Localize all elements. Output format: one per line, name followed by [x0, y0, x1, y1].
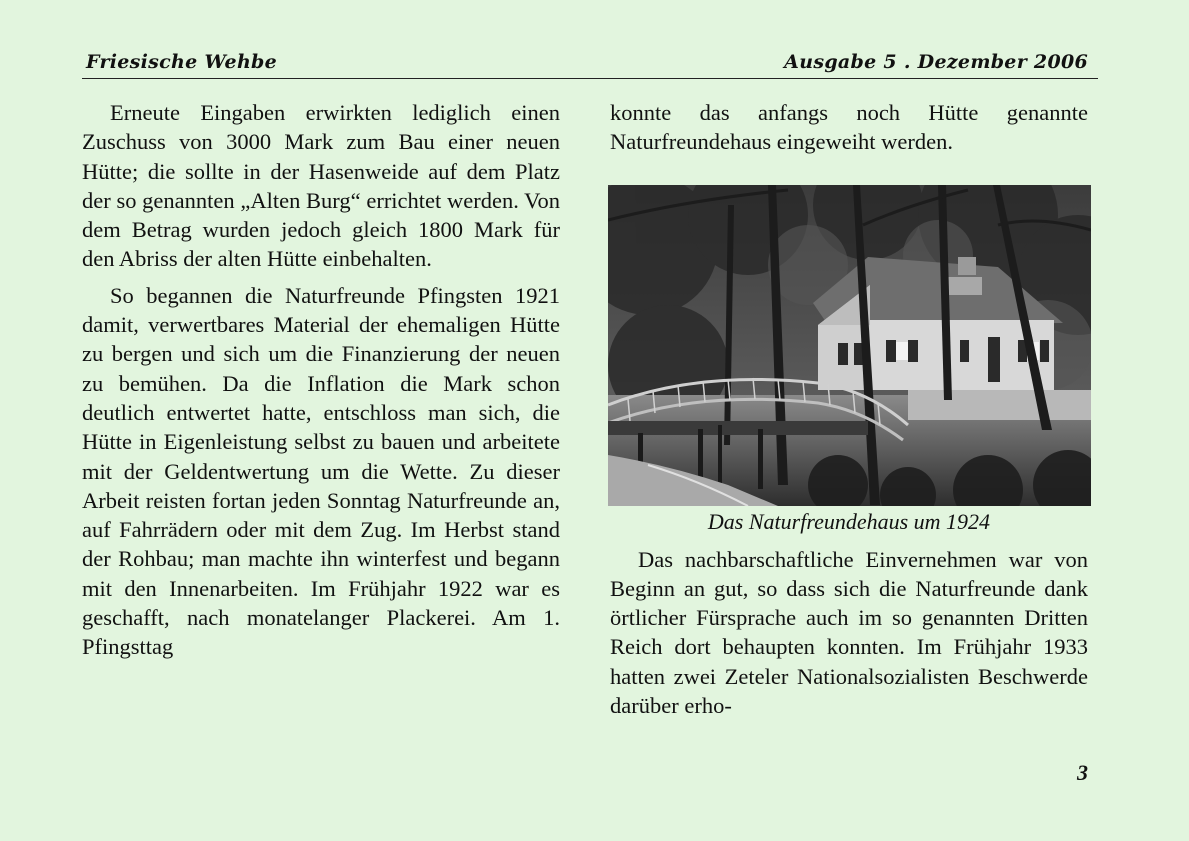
header-issue-date: Ausgabe 5 . Dezember 2006: [784, 51, 1088, 73]
paragraph: Erneute Eingaben erwirkten lediglich einen Zuschuss von 3000 Mark zum Bau einer neuen Hütte; die sollte in der Hasenweide auf dem Platz der so genannten „Alten Burg“ errichtet werden. Von dem Betrag wurden jedoch gleich 1800 Mark für den Abriss der alten Hütte einbehalten.: [82, 100, 560, 272]
right-column: [610, 98, 1088, 720]
header-publication-title: Friesische Wehbe: [86, 51, 278, 73]
page-header: [82, 48, 1098, 79]
left-column: [82, 98, 560, 662]
photo-caption: Das Naturfreundehaus um 1924: [707, 508, 991, 534]
house-photo-illustration: [608, 185, 1091, 506]
paragraph: konnte das anfangs noch Hütte genannte Naturfreundehaus eingeweiht werden.: [610, 100, 1088, 155]
photo-naturfreundehaus: [608, 185, 1091, 506]
page-number: 3: [1077, 760, 1088, 785]
paragraph: So begannen die Naturfreunde Pfingsten 1921 damit, verwertbares Material der ehemaligen Hütte zu bergen und sich um die Finanzierung der neuen zu bemühen. Da die Inflation die Mark schon deutlich entwertet hatte, entschloss man sich, die Hütte in Eigenleistung selbst zu bauen und arbeitete mit der Geldentwertung um die Wette. Zu dieser Arbeit reisten fortan jeden Sonntag Naturfreunde an, auf Fahrrädern oder mit dem Zug. Im Herbst stand der Rohbau; man machte ihn winterfest und begann mit den Innenarbeiten. Im Frühjahr 1922 war es geschafft, nach monatelanger Plackerei. Am 1. Pfingsttag: [82, 282, 560, 660]
paragraph: Das nachbarschaftliche Einvernehmen war von Beginn an gut, so dass sich die Naturfreunde dank örtlicher Fürsprache auch im so genannten Dritten Reich dort behaupten konnten. Im Frühjahr 1933 hatten zwei Zeteler Nationalsozialisten Beschwerde darüber erho-: [610, 546, 1088, 719]
